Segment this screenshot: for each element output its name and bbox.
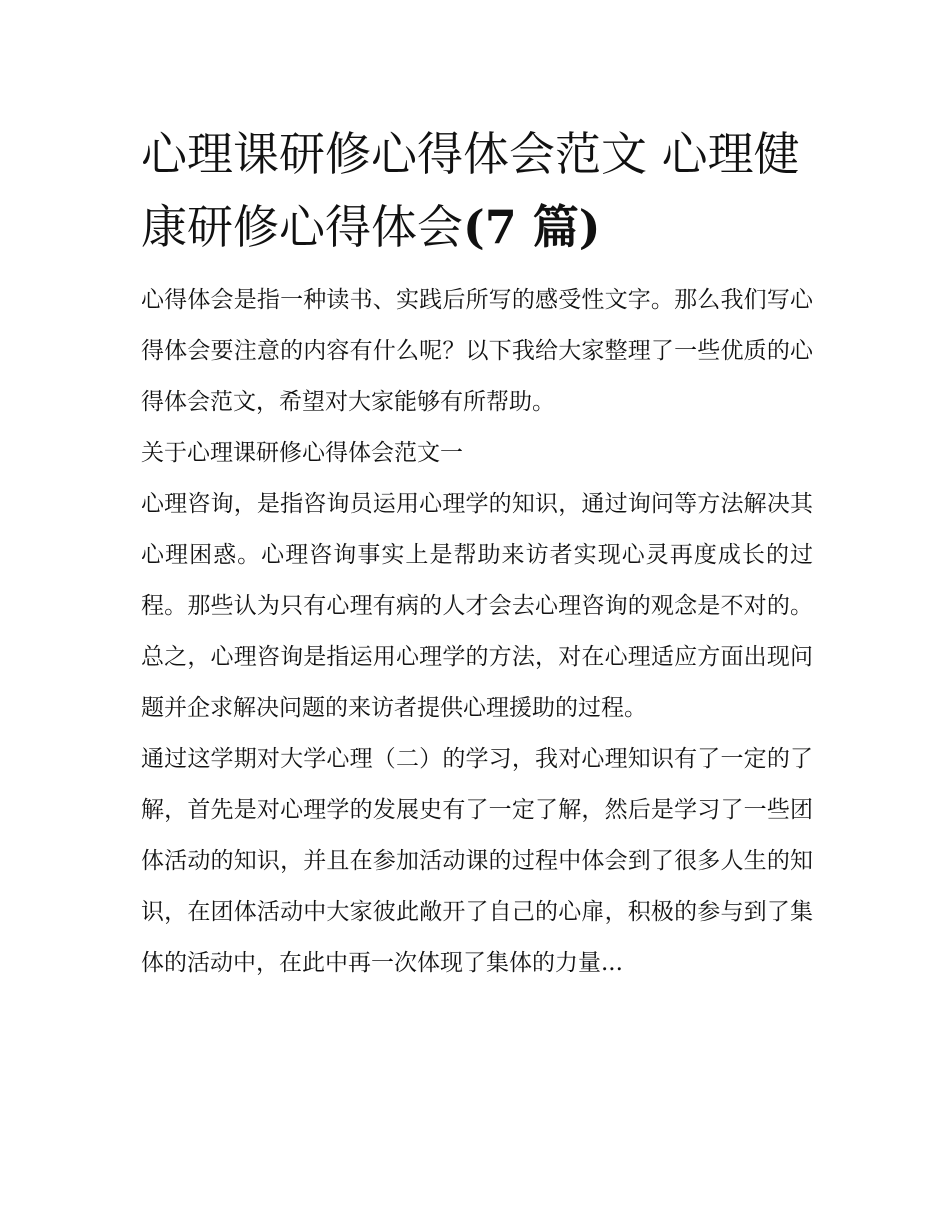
section-heading: 关于心理课研修心得体会范文一 — [141, 440, 463, 467]
body-paragraph: 心理咨询，是指咨询员运用心理学的知识，通过询问等方法解决其心理困惑。心理咨询事实上是帮助来访者实现心灵再度成长的过程。那些认为只有心理有病的人才会去心理咨询的观念是不对的。总之，心理咨询是指运用心理学的方法，对在心理适应方面出现问题并企求解决问题的来访者提供心理援助的过程。 — [141, 491, 813, 722]
body-paragraph: 通过这学期对大学心理（二）的学习，我对心理知识有了一定的了解，首先是对心理学的发展史有了一定了解，然后是学习了一些团体活动的知识，并且在参加活动课的过程中体会到了很多人生的知识，在团体活动中大家彼此敞开了自己的心扉，积极的参与到了集体的活动中，在此中再一次体现了集体的力量... — [141, 746, 813, 977]
intro-paragraph: 心得体会是指一种读书、实践后所写的感受性文字。那么我们写心得体会要注意的内容有什么呢？以下我给大家整理了一些优质的心得体会范文，希望对大家能够有所帮助。 — [141, 287, 813, 416]
document-title-main: 心理课研修心得体会范文 心理健康研修心得体会 — [141, 127, 800, 254]
document-body — [141, 118, 813, 989]
document-title — [141, 118, 813, 263]
document-title-count: (7 篇) — [463, 199, 601, 254]
